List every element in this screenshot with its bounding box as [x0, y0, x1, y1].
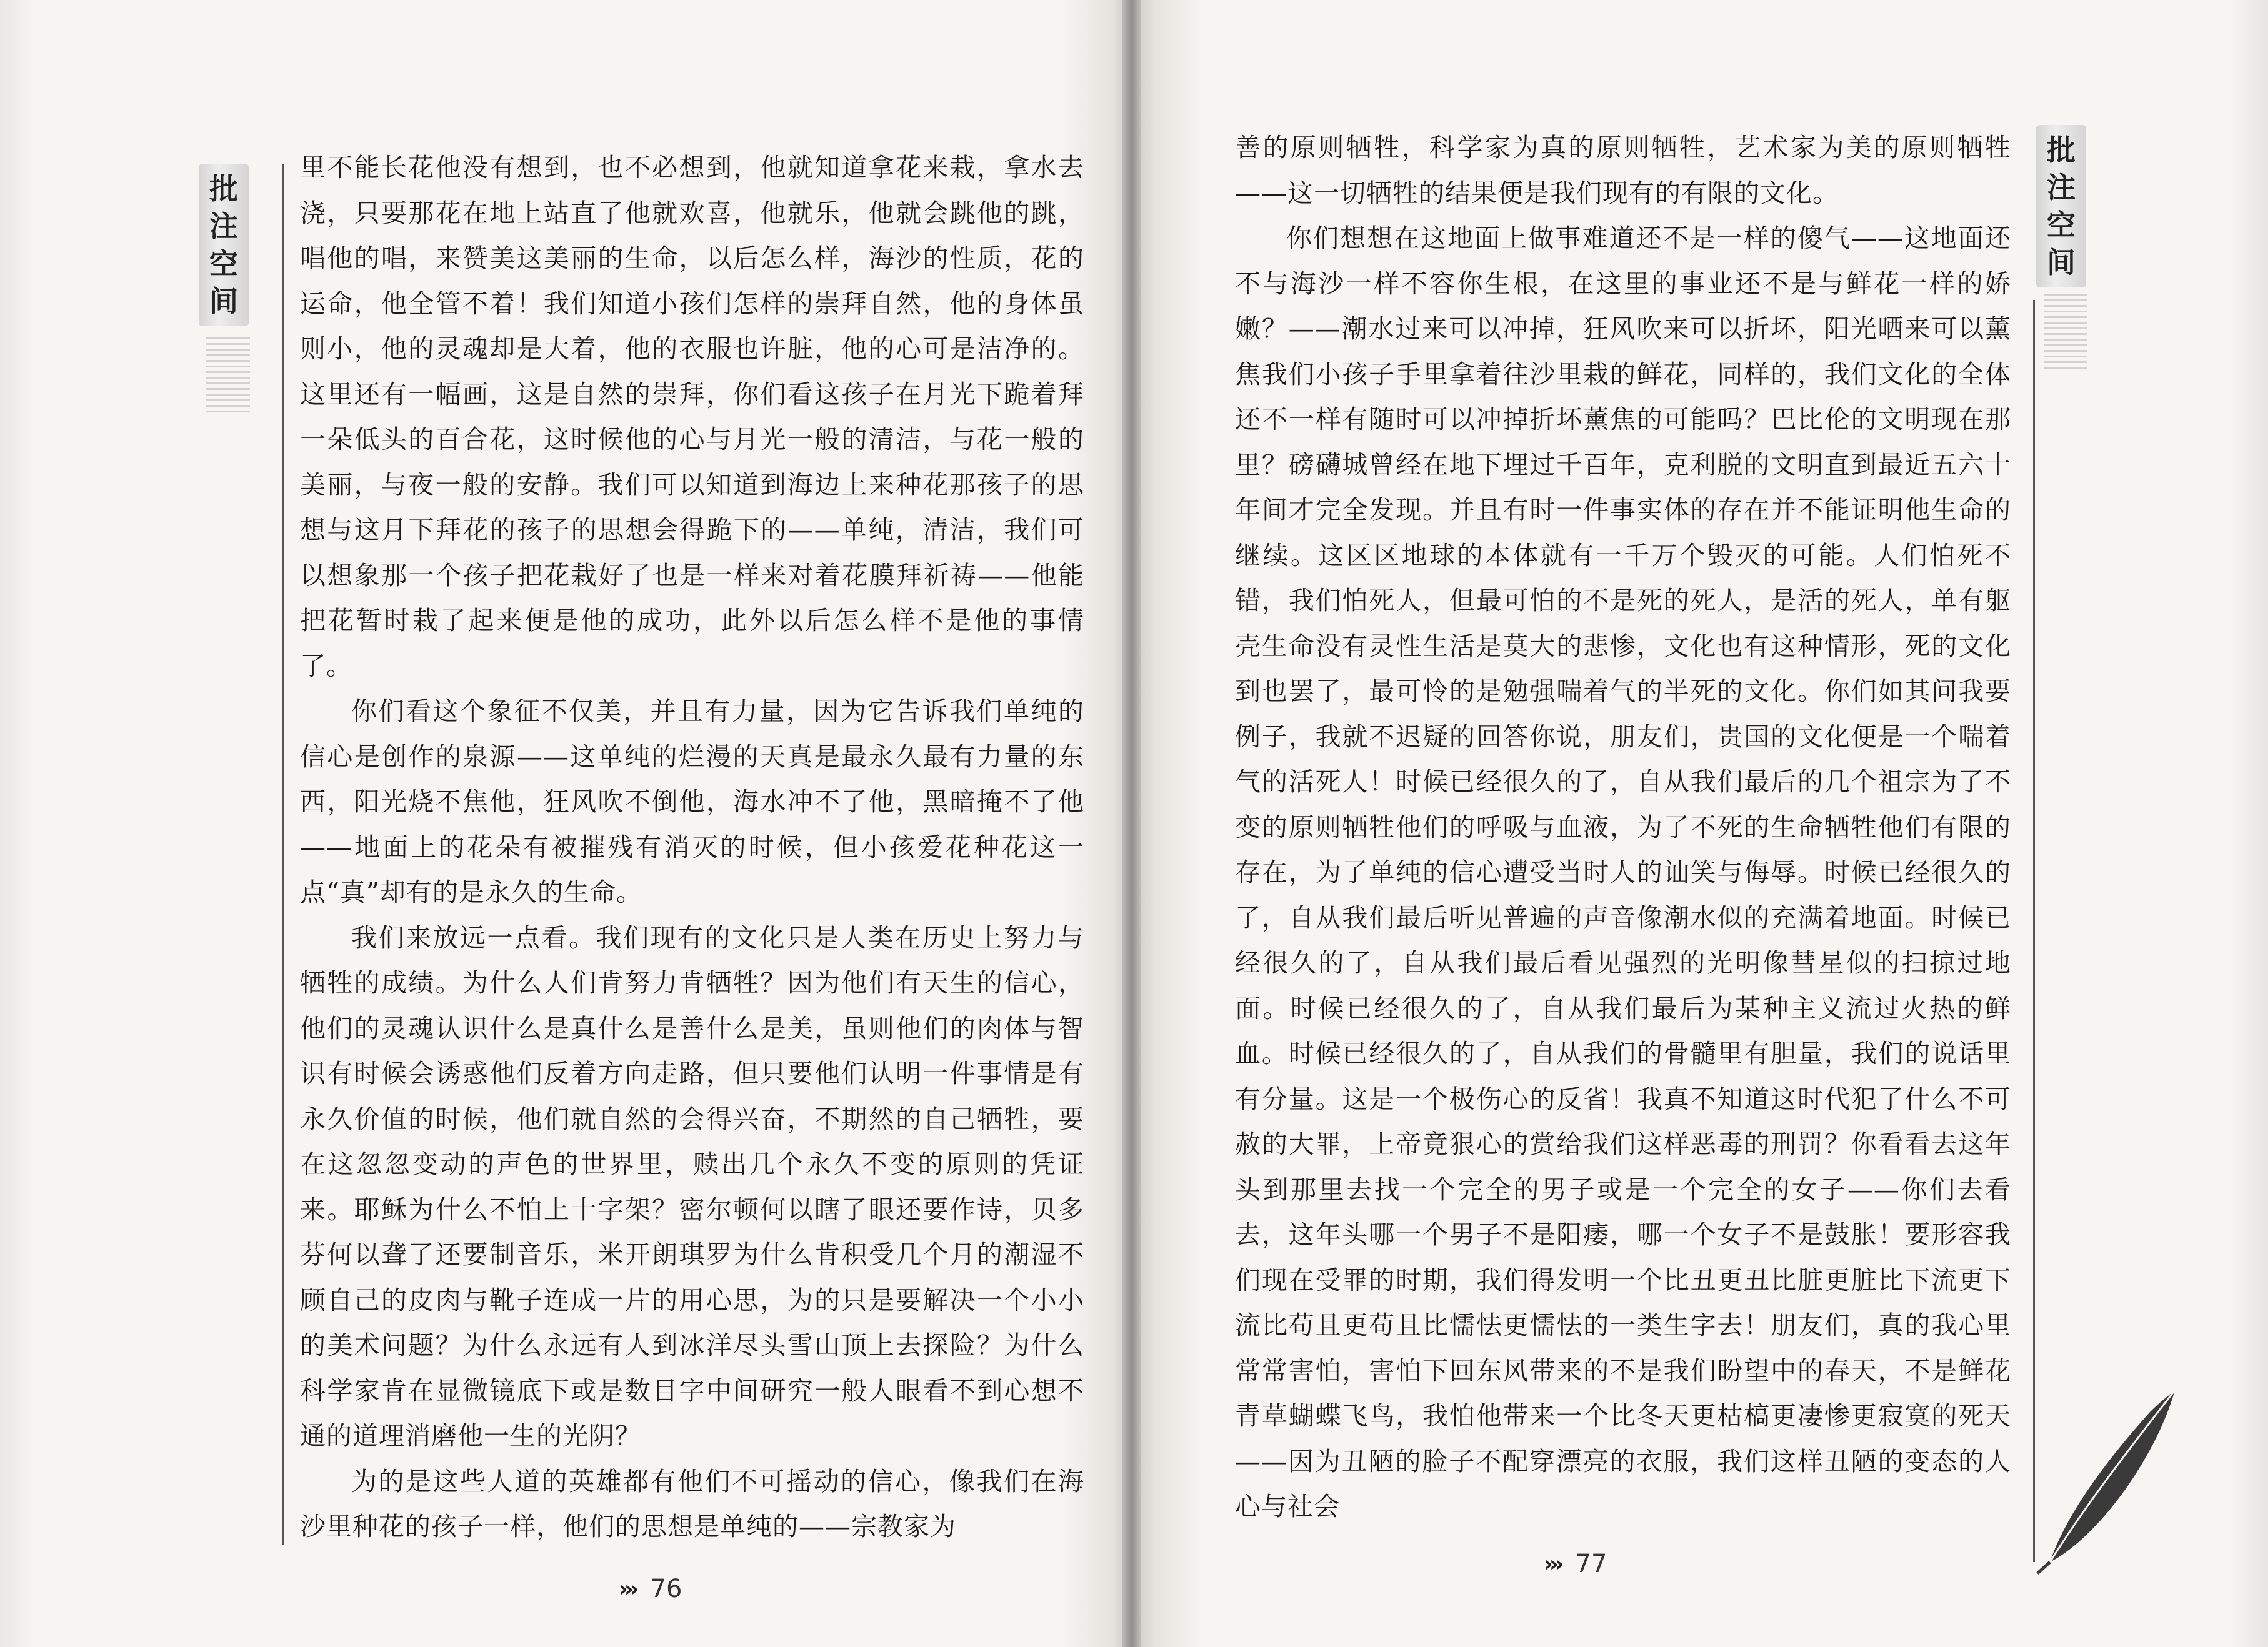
sidebar-char: 空: [2047, 208, 2076, 242]
folio-chevrons-icon: ›››: [619, 1576, 636, 1602]
paragraph: 你们想想在这地面上做事难道还不是一样的傻气——这地面还不与海沙一样不容你生根，在这里的事业还不是与鲜花一样的娇嫩？——潮水过来可以冲掉，狂风吹来可以折坏，阳光晒来可以薰焦我们小孩子手里拿着往沙里栽的鲜花，同样的，我们文化的全体还不一样有随时可以冲掉折坏薰焦的可能吗？巴比伦的文明现在那里？磅礴城曾经在地下埋过千百年，克利脱的文明直到最近五六十年间才完全发现。并且有时一件事实体的存在并不能证明他生命的继续。这区区地球的本体就有一千万个毁灭的可能。人们怕死不错，我们怕死人，但最可怕的不是死的死人，是活的死人，单有躯壳生命没有灵性生活是莫大的悲惨，文化也有这种情形，死的文化到也罢了，最可怜的是勉强喘着气的半死的文化。你们如其问我要例子，我就不迟疑的回答你说，朋友们，贵国的文化便是一个喘着气的活死人！时候已经很久的了，自从我们最后的几个祖宗为了不变的原则牺牲他们的呼吸与血液，为了不死的生命牺牲他们有限的存在，为了单纯的信心遭受当时人的讪笑与侮辱。时候已经很久的了，自从我们最后听见普遍的声音像潮水似的充满着地面。时候已经很久的了，自从我们最后看见强烈的光明像彗星似的扫掠过地面。时候已经很久的了，自从我们最后为某种主义流过火热的鲜血。时候已经很久的了，自从我们的骨髓里有胆量，我们的说话里有分量。这是一个极伤心的反省！我真不知道这时代犯了什么不可赦的大罪，上帝竟狠心的赏给我们这样恶毒的刑罚？你看看去这年头到那里去找一个完全的男子或是一个完全的女子——你们去看去，这年头哪一个男子不是阳痿，哪一个女子不是鼓胀！要形容我们现在受罪的时期，我们得发明一个比丑更丑比脏更脏比下流更下流比苟且更苟且比懦怯更懦怯的一类生字去！朋友们，真的我心里常常害怕，害怕下回东风带来的不是我们盼望中的春天，不是鲜花青草蝴蝶飞鸟，我怕他带来一个比冬天更枯槁更凄惨更寂寞的死天——因为丑陋的脸子不配穿漂亮的衣服，我们这样丑陋的变态的人心与社会: [1235, 223, 2011, 1521]
sidebar-char: 间: [2047, 246, 2076, 279]
left-page: [0, 0, 1131, 1647]
sidebar-char: 批: [2047, 133, 2076, 167]
folio-chevrons-icon: ›››: [1544, 1551, 1561, 1577]
paragraph: 善的原则牺牲，科学家为真的原则牺牲，艺术家为美的原则牺牲——这一切牺牲的结果便是我们现有的有限的文化。: [1235, 132, 2011, 208]
sidebar-char: 注: [209, 209, 238, 243]
feather-quill-icon: [2025, 1375, 2181, 1575]
paragraph: 为的是这些人道的英雄都有他们不可摇动的信心，像我们在海沙里种花的孩子一样，他们的思想是单纯的——宗教家为: [300, 1466, 1084, 1541]
sidebar-stripe-decoration: [2044, 294, 2087, 369]
sidebar-char: 批: [209, 172, 238, 206]
left-page-body: [300, 145, 1084, 1550]
margin-rule: [282, 164, 284, 1545]
page-number: 77: [1575, 1550, 1607, 1578]
sidebar-char: 空: [209, 247, 238, 281]
right-page-body: [1235, 125, 2011, 1530]
page-number: 76: [650, 1575, 682, 1603]
margin-rule: [2033, 300, 2035, 1562]
sidebar-annotation-label-left: [199, 164, 249, 326]
sidebar-stripe-decoration: [206, 337, 250, 412]
sidebar-char: 间: [209, 284, 238, 318]
paragraph: 里不能长花他没有想到，也不必想到，他就知道拿花来栽，拿水去浇，只要那花在地上站直了他就欢喜，他就乐，他就会跳他的跳，唱他的唱，来赞美这美丽的生命，以后怎么样，海沙的性质，花的运命，他全管不着！我们知道小孩们怎样的崇拜自然，他的身体虽则小，他的灵魂却是大着，他的衣服也许脏，他的心可是洁净的。这里还有一幅画，这是自然的崇拜，你们看这孩子在月光下跪着拜一朵低头的百合花，这时候他的心与月光一般的清洁，与花一般的美丽，与夜一般的安静。我们可以知道到海边上来种花那孩子的思想与这月下拜花的孩子的思想会得跪下的——单纯，清洁，我们可以想象那一个孩子把花栽好了也是一样来对着花膜拜祈祷——他能把花暂时栽了起来便是他的成功，此外以后怎么样不是他的事情了。: [300, 152, 1084, 681]
sidebar-char: 注: [2047, 171, 2076, 204]
book-spine-gutter: [1122, 0, 1141, 1647]
sidebar-annotation-label-right: [2036, 125, 2086, 287]
page-number-right: [1544, 1550, 1607, 1578]
page-number-left: [619, 1575, 682, 1603]
paragraph: 你们看这个象征不仅美，并且有力量，因为它告诉我们单纯的信心是创作的泉源——这单纯的烂漫的天真是最永久最有力量的东西，阳光烧不焦他，狂风吹不倒他，海水冲不了他，黑暗掩不了他——地面上的花朵有被摧残有消灭的时候，但小孩爱花种花这一点“真”却有的是永久的生命。: [300, 696, 1084, 907]
paragraph: 我们来放远一点看。我们现有的文化只是人类在历史上努力与牺牲的成绩。为什么人们肯努力肯牺牲？因为他们有天生的信心，他们的灵魂认识什么是真什么是善什么是美，虽则他们的肉体与智识有时候会诱惑他们反着方向走路，但只要他们认明一件事情是有永久价值的时候，他们就自然的会得兴奋，不期然的自己牺牲，要在这忽忽变动的声色的世界里，赎出几个永久不变的原则的凭证来。耶稣为什么不怕上十字架？密尔顿何以瞎了眼还要作诗，贝多芬何以聋了还要制音乐，米开朗琪罗为什么肯积受几个月的潮湿不顾自己的皮肉与靴子连成一片的用心思，为的只是要解决一个小小的美术问题？为什么永远有人到冰洋尽头雪山顶上去探险？为什么科学家肯在显微镜底下或是数目字中间研究一般人眼看不到心想不通的道理消磨他一生的光阴？: [300, 922, 1084, 1451]
